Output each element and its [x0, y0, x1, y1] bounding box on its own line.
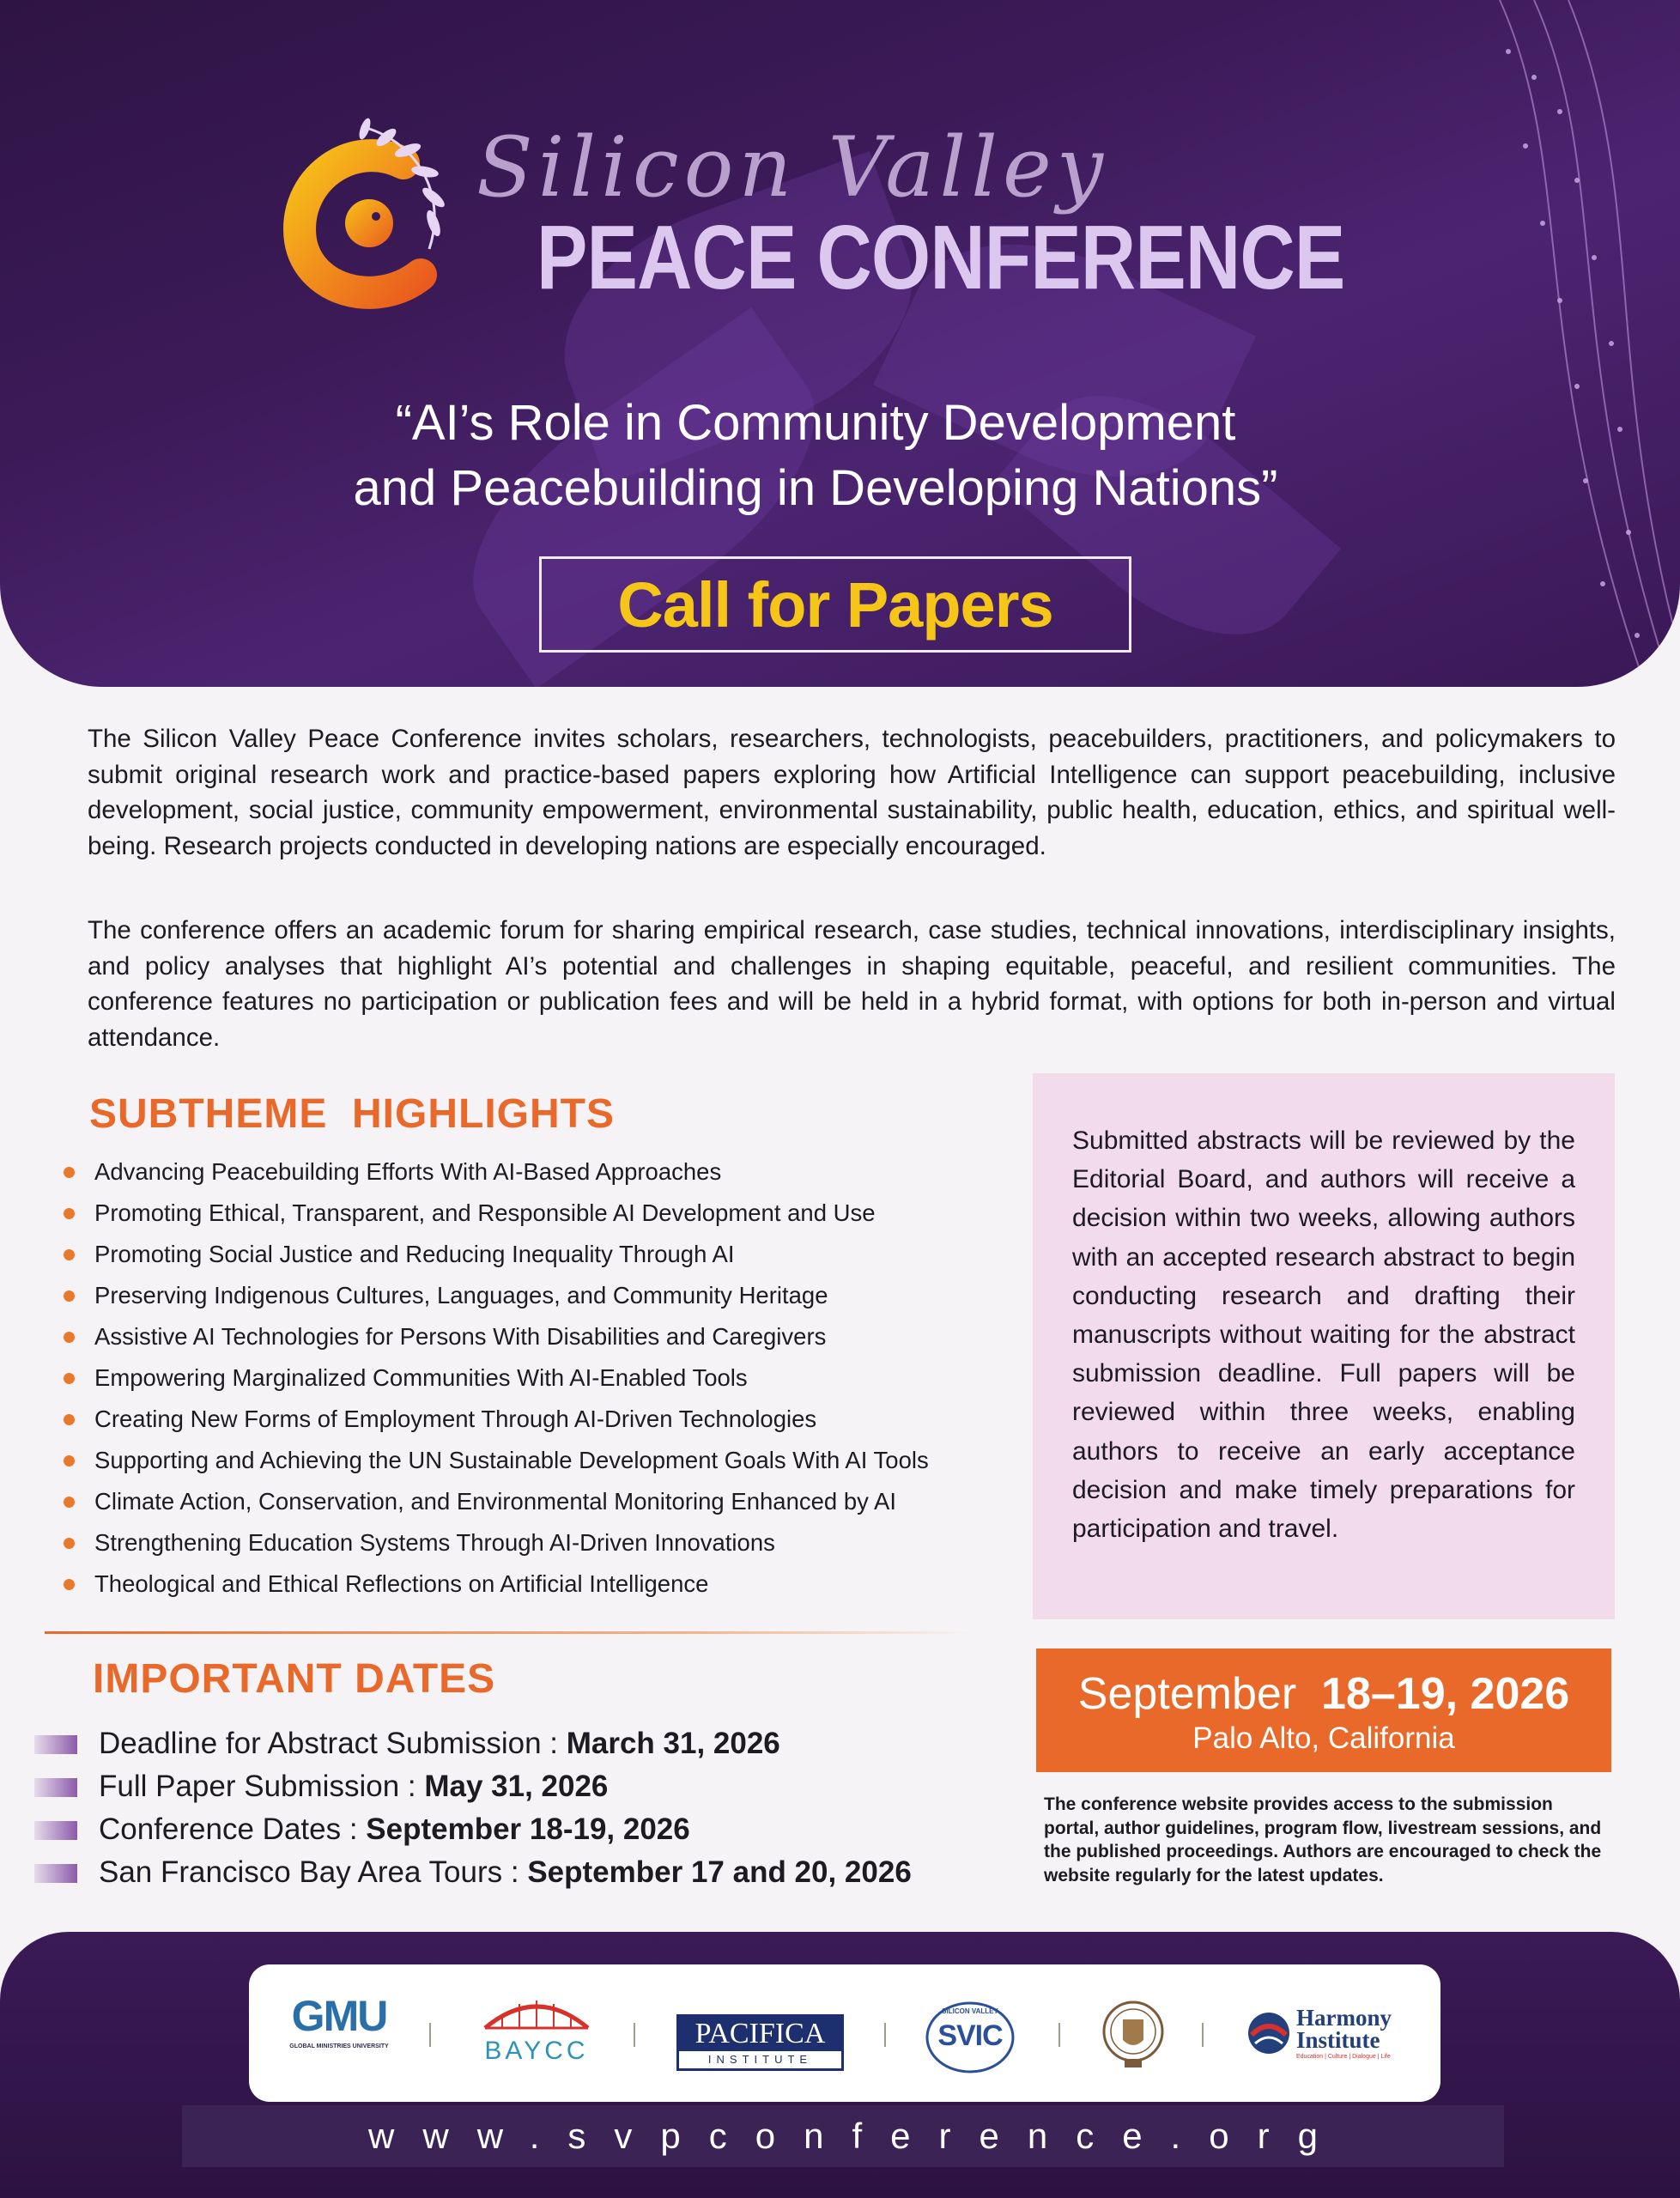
- event-location: Palo Alto, California: [1192, 1721, 1455, 1755]
- header-banner: [0, 0, 1680, 687]
- theme-line-2: and Peacebuilding in Developing Nations”: [353, 460, 1278, 516]
- date-row: [34, 1808, 1013, 1851]
- subtheme-item: Advancing Peacebuilding Efforts With AI-Based Approaches: [60, 1155, 1030, 1196]
- important-dates-title: IMPORTANT DATES: [93, 1656, 496, 1702]
- subtheme-item: Climate Action, Conservation, and Environmental Monitoring Enhanced by AI: [60, 1485, 1030, 1526]
- date-value: May 31, 2026: [424, 1770, 609, 1803]
- subtheme-item: Promoting Ethical, Transparent, and Responsible AI Development and Use: [60, 1196, 1030, 1237]
- gmu-logo-name: GMU: [291, 1992, 387, 2040]
- date-bullet: [34, 1778, 77, 1797]
- logo-separator: [634, 2023, 635, 2047]
- logo-separator: [1058, 2023, 1060, 2047]
- intro-paragraph-2: The conference offers an academic forum for sharing empirical research, case studies, technical innovations, interdisciplinary insights, and policy analyses that highlight AI’s potential and challenges in shaping equitable, peaceful, and resilient communities. The conference features no participation or publication fees and will be held in a hybrid format, with options for both in-person and virtual attendance.: [88, 916, 1616, 1052]
- subtheme-item: Supporting and Achieving the UN Sustainable Development Goals With AI Tools: [60, 1443, 1030, 1485]
- harmony-logo-sub: Education | Culture | Dialogue | Life: [1296, 2054, 1391, 2060]
- intro-paragraph-1: The Silicon Valley Peace Conference invites scholars, researchers, technologists, peacebuilders, practitioners, and policymakers to submit original research work and practice-based papers exploring how Artificial Intelligence can support peacebuilding, inclusive development, social justice, community empowerment, environmental sustainability, public health, education, ethics, and spiritual well-being. Research projects conducted in developing nations are especially encouraged.: [88, 725, 1616, 860]
- date-row: [34, 1851, 1013, 1894]
- website-url-bar[interactable]: [182, 2105, 1504, 2167]
- theme-line-1: “AI’s Role in Community Development: [395, 395, 1236, 451]
- important-dates-list: [34, 1722, 1013, 1894]
- section-divider: [45, 1631, 972, 1634]
- website-note: The conference website provides access to the submission portal, author guidelines, program flow, livestream sessions, and the published proceedings. Authors are encouraged to check the website regularly for the latest updates.: [1044, 1794, 1602, 1885]
- date-bullet: [34, 1821, 77, 1840]
- logo-separator: [429, 2023, 431, 2047]
- event-days: 18–19, 2026: [1321, 1669, 1570, 1719]
- event-date: [1036, 1648, 1611, 1721]
- harmony-institute-logo: [1245, 1990, 1408, 2076]
- date-row: [34, 1722, 1013, 1765]
- date-value: September 17 and 20, 2026: [527, 1855, 912, 1889]
- date-label: Deadline for Abstract Submission :: [99, 1727, 567, 1760]
- subtheme-list: [60, 1155, 1030, 1608]
- svic-logo-sub: SILICON VALLEY: [942, 2007, 998, 2015]
- logo-separator: [884, 2023, 886, 2047]
- subthemes-title: SUBTHEME HIGHLIGHTS: [89, 1091, 616, 1137]
- date-bullet: [34, 1864, 77, 1883]
- subtheme-item: Strengthening Education Systems Through AI-Driven Innovations: [60, 1526, 1030, 1567]
- conference-theme-title: [215, 391, 1416, 521]
- subtheme-item: Assistive AI Technologies for Persons With Disabilities and Caregivers: [60, 1320, 1030, 1361]
- date-row: [34, 1765, 1013, 1808]
- logo-main-text: PEACE CONFERENCE: [537, 207, 1345, 308]
- event-date-box: [1036, 1648, 1611, 1772]
- seal-logo: [1099, 1990, 1168, 2076]
- baycc-logo: [468, 1990, 605, 2076]
- svic-logo-name: SVIC: [937, 2019, 1003, 2052]
- subtheme-item: Theological and Ethical Reflections on Artificial Intelligence: [60, 1567, 1030, 1608]
- logo-separator: [1202, 2023, 1204, 2047]
- dot-wave-decoration: [1474, 0, 1680, 687]
- globe-icon: [1245, 2009, 1293, 2057]
- date-value: September 18-19, 2026: [366, 1812, 690, 1846]
- bridge-icon: [476, 1990, 597, 2031]
- pacifica-logo-sub: INSTITUTE: [679, 2051, 841, 2068]
- subtheme-item: Empowering Marginalized Communities With AI-Enabled Tools: [60, 1361, 1030, 1402]
- logo-script-text: Silicon Valley: [476, 119, 1108, 216]
- pacifica-logo-name: PACIFICA: [694, 2018, 826, 2049]
- date-label: Conference Dates :: [99, 1812, 367, 1846]
- subtheme-item: Creating New Forms of Employment Through AI-Driven Technologies: [60, 1402, 1030, 1443]
- crest-icon: [1099, 1990, 1168, 2076]
- date-bullet: [34, 1735, 77, 1754]
- harmony-logo-name: Harmony: [1296, 2005, 1392, 2031]
- baycc-logo-name: BAYCC: [484, 2037, 589, 2065]
- subtheme-item: Promoting Social Justice and Reducing Inequality Through AI: [60, 1237, 1030, 1278]
- date-value: March 31, 2026: [566, 1727, 780, 1760]
- harmony-logo-name-2: Institute: [1296, 2027, 1380, 2053]
- date-label: San Francisco Bay Area Tours :: [99, 1855, 528, 1889]
- pacifica-institute-logo: [676, 2014, 844, 2071]
- review-process-box: Submitted abstracts will be reviewed by the Editorial Board, and authors will receive a decision within two weeks, allowing authors with an accepted research abstract to begin conducting research and drafting their manuscripts without waiting for the abstract submission deadline. Full papers will be reviewed within three weeks, enabling authors to receive an early acceptance decision and make timely preparations for participation and travel.: [1033, 1073, 1615, 1619]
- event-month: September: [1077, 1669, 1297, 1719]
- svic-logo: [923, 1990, 1017, 2076]
- call-for-papers-heading: Call for Papers: [539, 556, 1131, 653]
- gmu-logo: [283, 1990, 395, 2076]
- date-label: Full Paper Submission :: [99, 1770, 425, 1803]
- subtheme-item: Preserving Indigenous Cultures, Languages, and Community Heritage: [60, 1278, 1030, 1320]
- gmu-logo-sub: GLOBAL MINISTRIES UNIVERSITY: [289, 2043, 389, 2049]
- peace-dove-logo: [258, 103, 481, 326]
- website-url[interactable]: www.svpconference.org: [368, 2116, 1346, 2156]
